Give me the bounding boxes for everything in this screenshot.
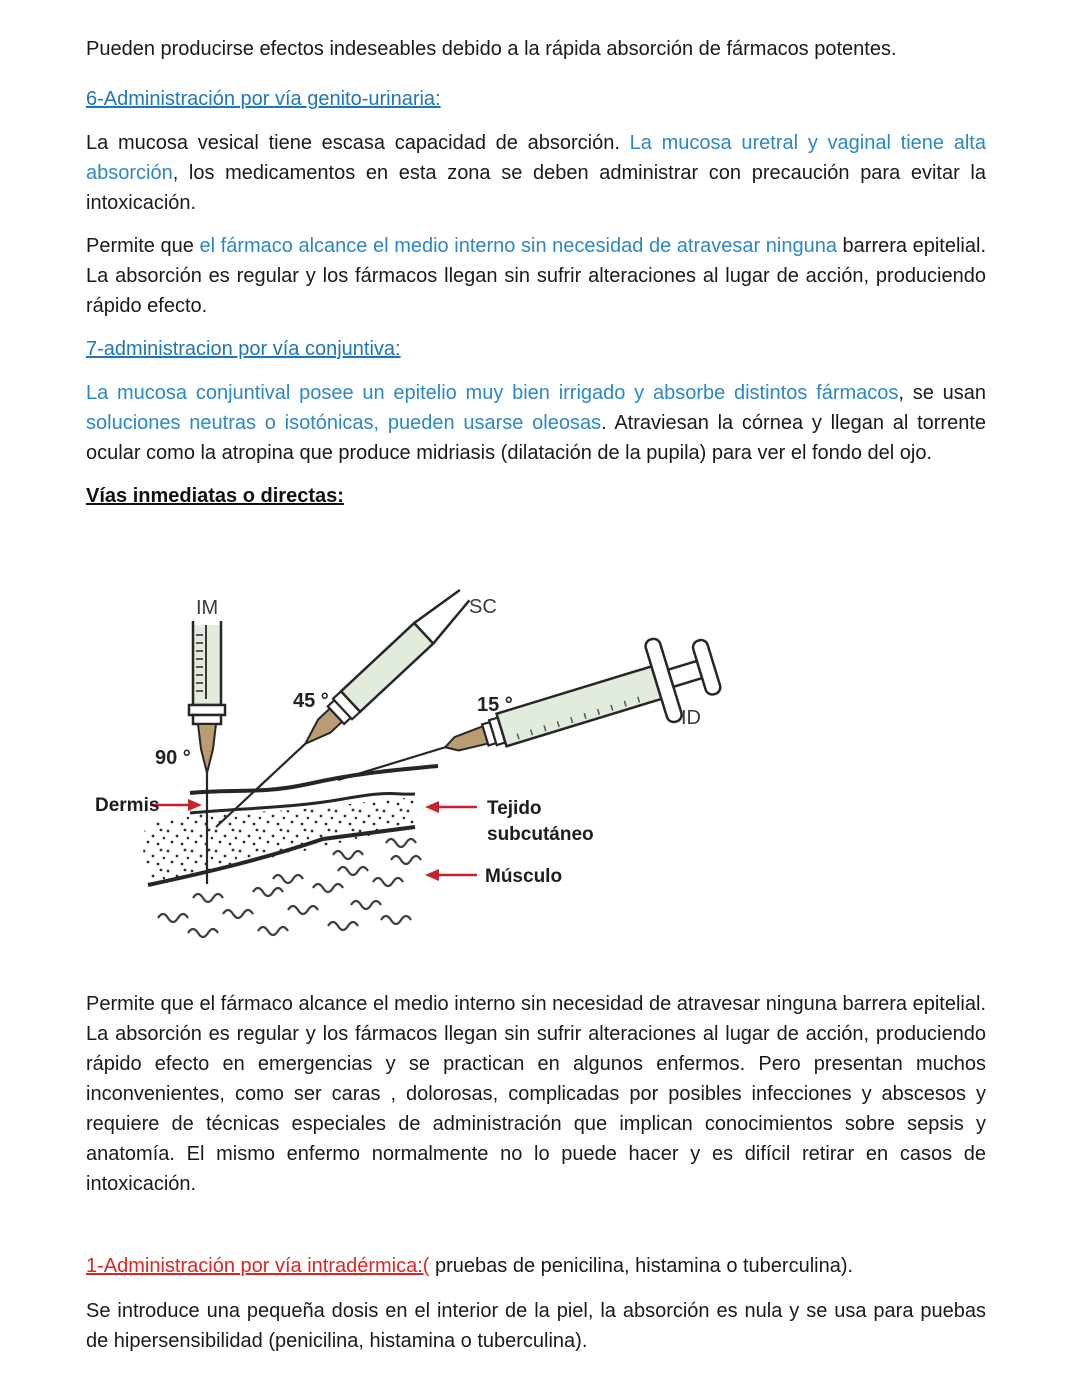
heading-red-text: 1-Administración por vía intradérmica:( bbox=[86, 1255, 430, 1277]
text-blue: La mucosa conjuntival posee un epitelio muy bien irrigado y absorbe distintos fármacos bbox=[86, 382, 899, 404]
subcutaneous-label-line2: subcutáneo bbox=[487, 824, 594, 845]
skin-surface-line bbox=[190, 766, 438, 793]
heading-text: 7-administracion por vía conjuntiva: bbox=[86, 338, 401, 360]
id-needle-hub bbox=[442, 726, 487, 755]
dermis-label: Dermis bbox=[95, 795, 160, 816]
injection-angles-figure bbox=[93, 587, 986, 947]
text-blue: soluciones neutras o isotónicas, pueden usarse oleosas bbox=[86, 412, 602, 434]
paragraph-vias-directas-detalle bbox=[86, 989, 986, 1199]
injection-angles-diagram bbox=[93, 587, 733, 947]
text-black: , se usan bbox=[898, 382, 986, 404]
id-needle bbox=[338, 747, 445, 780]
text-black: La mucosa vesical tiene escasa capacidad de absorción. bbox=[86, 132, 630, 154]
text-blue: La mucosa uretral y vaginal tiene alta absorción bbox=[86, 132, 986, 184]
im-route-label: IM bbox=[196, 597, 219, 619]
id-route-label: ID bbox=[681, 707, 701, 729]
paragraph-intradermica-detalle bbox=[86, 1296, 986, 1356]
id-angle-label: 15 ° bbox=[477, 694, 513, 716]
subcutaneous-label-line1: Tejido bbox=[487, 798, 542, 819]
paragraph-text: Pueden producirse efectos indeseables debido a la rápida absorción de fármacos potentes. bbox=[86, 38, 897, 60]
im-angle-label: 90 ° bbox=[155, 747, 191, 769]
paragraph-text: Permite que el fármaco alcance el medio interno sin necesidad de atravesar ninguna barrera epitelial. La absorción es regular y los fármacos llegan sin sufrir alteraciones al lugar de acción, produciendo rápido efecto en emergencias y se practican en algunos enfermos. Pero presentan muchos inconvenientes, como ser caras , dolorosas, complicadas por posibles infecciones y abscesos y requiere de técnicas especiales de administración que implican conocimientos sobre sepsis y anatomía. El mismo enfermo normalmente no lo puede hacer y es difícil retirar en casos de intoxicación. bbox=[86, 993, 986, 1195]
heading-intradermica bbox=[86, 1251, 986, 1281]
paragraph-mucosa-vesical bbox=[86, 128, 986, 218]
muscle-label: Músculo bbox=[485, 866, 563, 887]
sc-route-label: SC bbox=[469, 596, 497, 618]
heading-conjuntiva bbox=[86, 334, 986, 364]
heading-genito-urinaria bbox=[86, 84, 986, 114]
paragraph-permite-farmaco bbox=[86, 231, 986, 321]
text-black: barrera epitelial. La absorción es regular y los fármacos llegan sin sufrir alteraciones al lugar de acción, produciendo rápido efecto. bbox=[86, 235, 987, 317]
im-needle-hub bbox=[198, 724, 216, 773]
heading-text: Vías inmediatas o directas: bbox=[86, 485, 344, 507]
text-blue: el fármaco alcance el medio interno sin necesidad de atravesar ninguna bbox=[199, 235, 837, 257]
heading-vias-inmediatas bbox=[86, 481, 986, 511]
text-black: , los medicamentos en esta zona se deben administrar con precaución para evitar la intoxicación. bbox=[86, 162, 986, 214]
heading-tail-text: pruebas de penicilina, histamina o tuberculina). bbox=[429, 1255, 854, 1277]
text-black: Permite que bbox=[86, 235, 200, 257]
paragraph-rapid-absorption bbox=[86, 34, 986, 64]
sc-angle-label: 45 ° bbox=[293, 690, 329, 712]
text-black: . Atraviesan la córnea y llegan al torrente ocular como la atropina que produce midriasis (dilatación de la pupila) para ver el fondo del ojo. bbox=[86, 412, 987, 464]
muscle-arrow bbox=[425, 869, 477, 881]
paragraph-text: Se introduce una pequeña dosis en el interior de la piel, la absorción es nula y se usa para puebas de hipersensibilidad (penicilina, histamina o tuberculina). bbox=[86, 1300, 986, 1352]
subcutaneous-tissue-dots bbox=[143, 797, 415, 884]
heading-text: 6-Administración por vía genito-urinaria: bbox=[86, 88, 441, 110]
paragraph-mucosa-conjuntival bbox=[86, 378, 986, 468]
subcutaneous-arrow bbox=[425, 801, 477, 813]
